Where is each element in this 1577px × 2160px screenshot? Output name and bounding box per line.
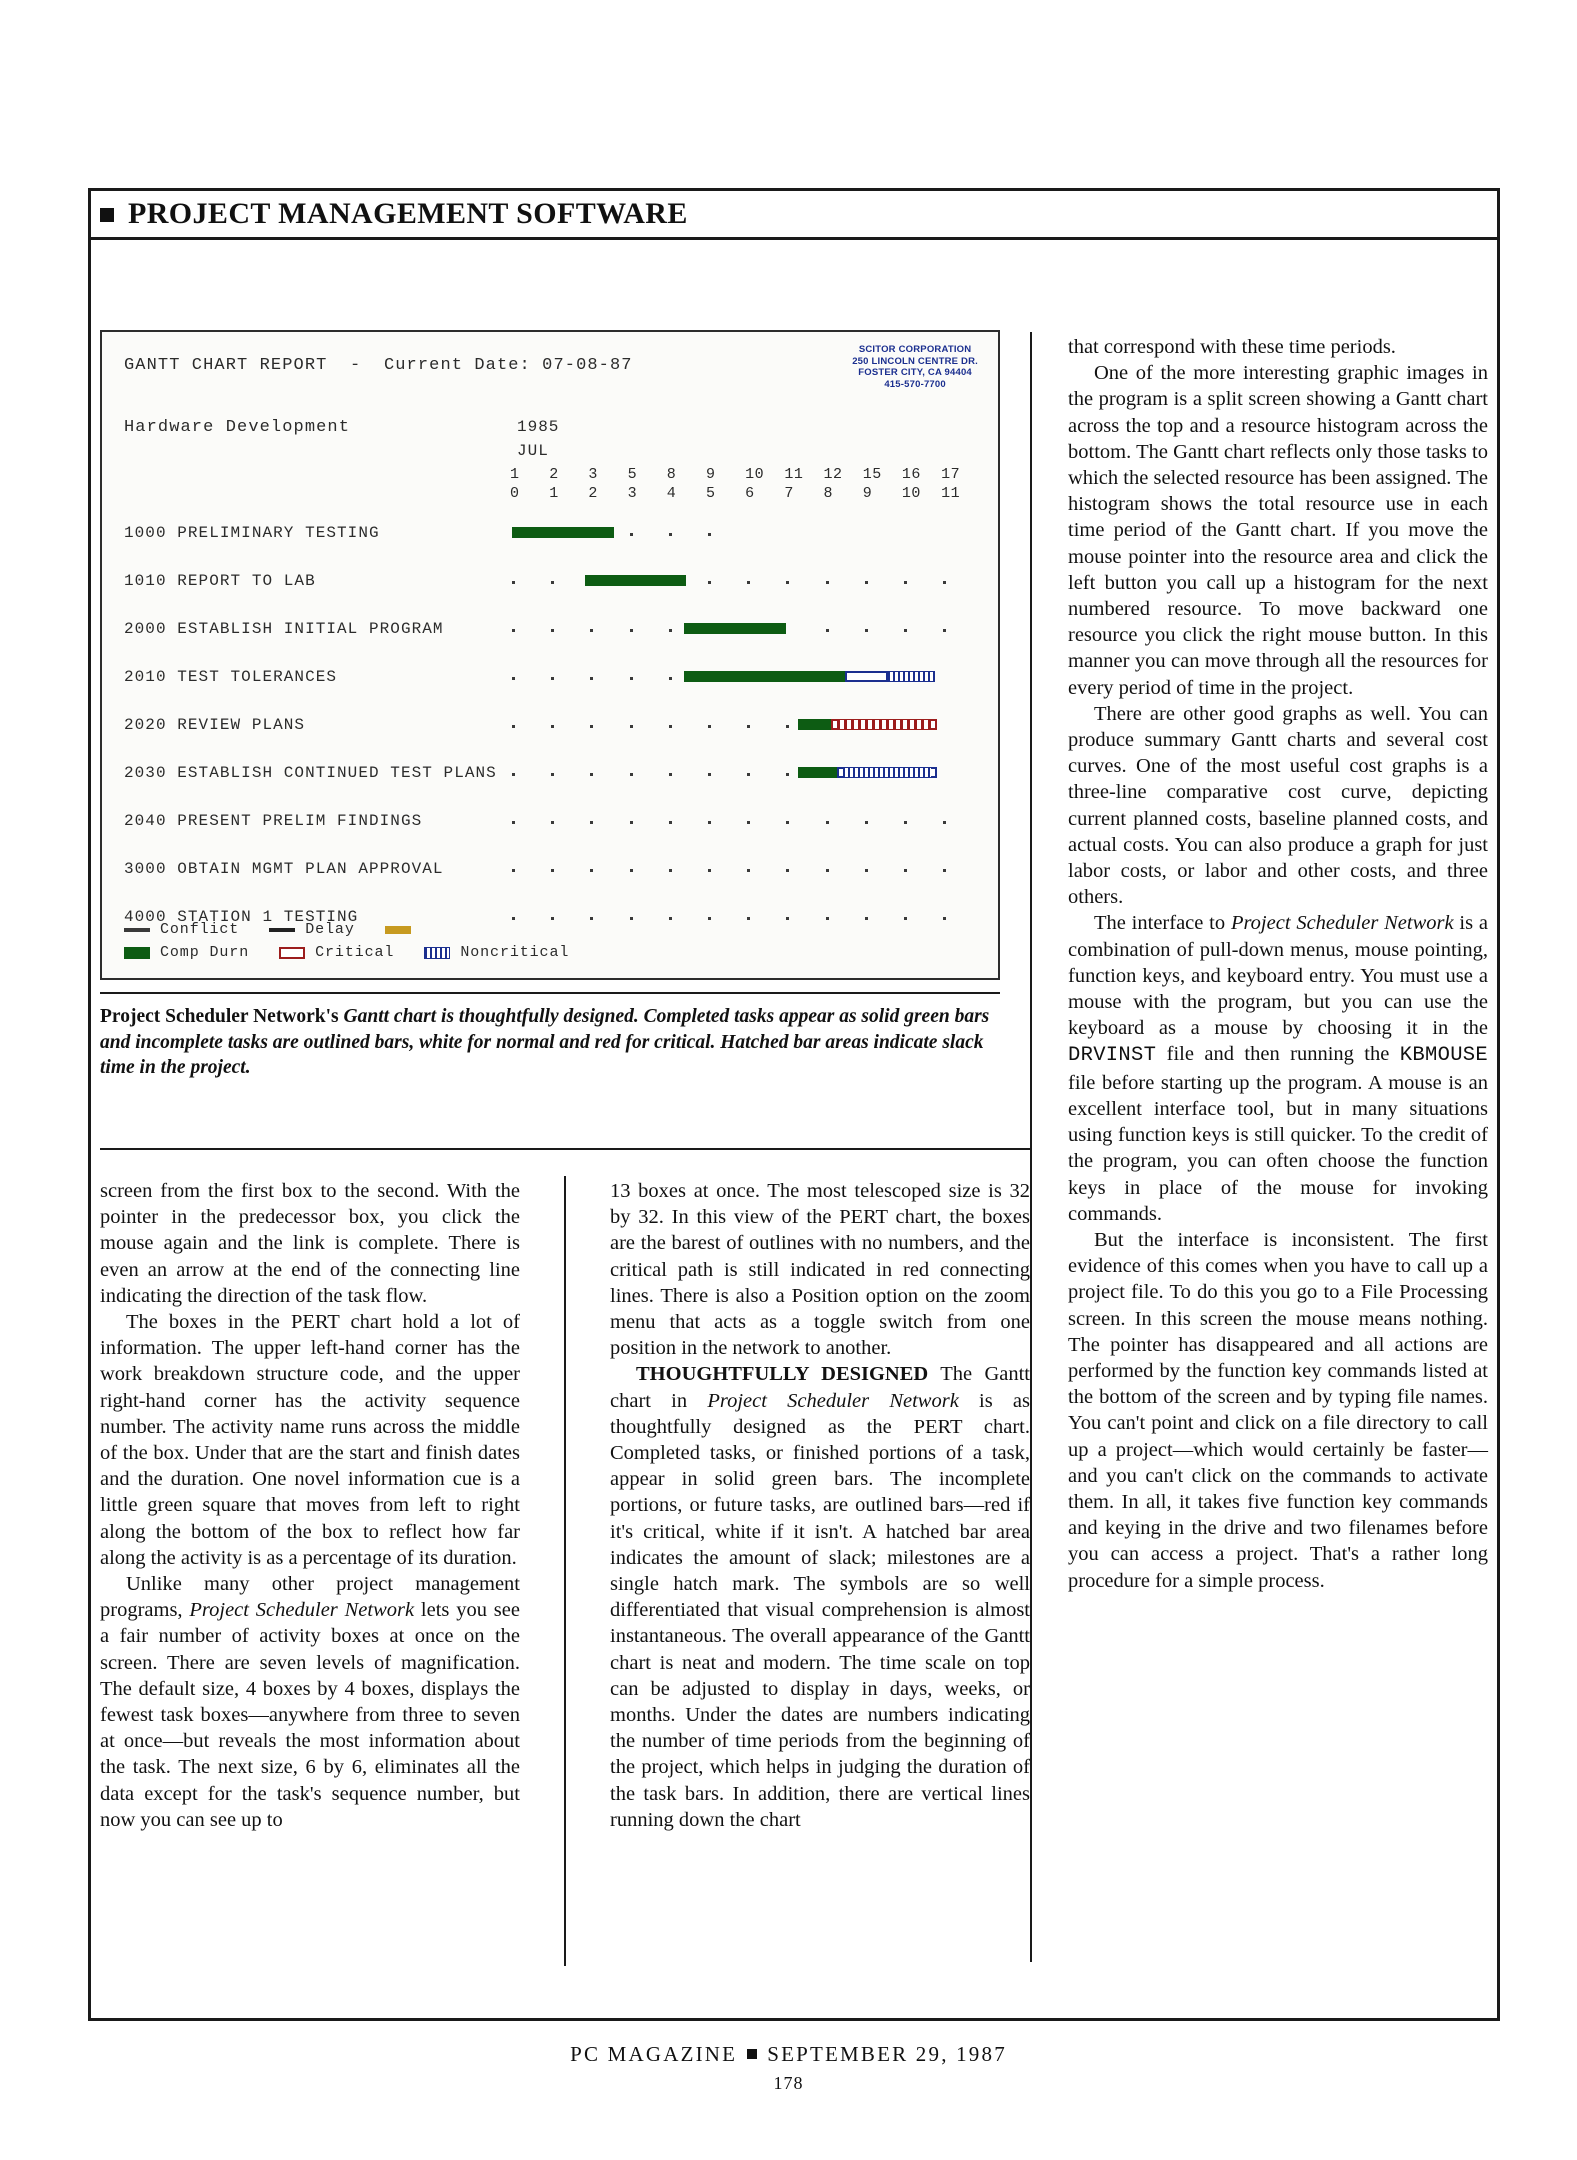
gantt-task-label: 2030 ESTABLISH CONTINUED TEST PLANS [124, 764, 497, 782]
paragraph-interface [1068, 910, 1488, 1226]
gantt-grid-dot [747, 917, 750, 920]
gantt-task-row [102, 512, 1000, 560]
gantt-grid-dot [904, 917, 907, 920]
gantt-grid-dot [669, 629, 672, 632]
italic-product-name: Project Scheduler Network [189, 1599, 415, 1622]
paragraph: There are other good graphs as well. You can produce summary Gantt charts and several cost curves. One of the most useful cost graphs is a three-line comparative cost curve, depicting current planned costs, baseline planned costs, and actual costs. You can also produce a graph for just labor costs, or labor and other costs, and three others. [1068, 702, 1488, 909]
gantt-grid-dot [669, 533, 672, 536]
gantt-grid-dot [708, 869, 711, 872]
legend-label-delay: Delay [305, 921, 355, 938]
gantt-task-label: 2020 REVIEW PLANS [124, 716, 306, 734]
gantt-grid-dot [943, 629, 946, 632]
gantt-grid-dot [826, 869, 829, 872]
lower-middle-column [610, 1178, 1030, 1833]
legend-label-comp-dur: Comp Durn [160, 944, 250, 961]
lower-section-divider [100, 1148, 1030, 1150]
gantt-date-tick: 5 [627, 466, 638, 483]
gantt-grid-dot [669, 821, 672, 824]
gantt-date-tick: 10 [745, 466, 765, 483]
gantt-task-track [510, 704, 984, 752]
gantt-grid-dot [786, 917, 789, 920]
legend-item-slack-milestone [385, 926, 421, 934]
gantt-task-label: 1000 PRELIMINARY TESTING [124, 524, 380, 542]
mono-filename-kbmouse: KBMOUSE [1399, 1044, 1488, 1068]
gantt-grid-dot [512, 725, 515, 728]
gantt-task-label: 1010 REPORT TO LAB [124, 572, 316, 590]
gantt-grid-dot [512, 869, 515, 872]
caption-part-2: Gantt chart is thoughtfully designed. Completed tasks appear as solid green bars and incomplete tasks are outlined bars, white for normal and red for critical. Hatched bar areas indicate slack time in the project. [100, 1006, 990, 1078]
gantt-grid-dot [551, 581, 554, 584]
gantt-task-track [510, 656, 984, 704]
gantt-period-tick: 10 [901, 485, 921, 502]
gantt-grid-dot [865, 821, 868, 824]
gantt-period-tick: 3 [627, 485, 638, 502]
mono-filename-drvinst: DRVINST [1068, 1044, 1157, 1068]
gantt-grid-dot [747, 773, 750, 776]
gantt-grid-dot [630, 773, 633, 776]
gantt-grid-dot [943, 869, 946, 872]
paragraph: But the interface is inconsistent. The first evidence of this comes when you have to call up a project file. To do this you go to a File Processing screen. In this screen the mouse means nothing. The pointer has disappeared and all actions are performed by the function key commands listed at the bottom of the screen and by typing file names. You can't point and click on a file directory to call up a project—which would certainly be faster—and you can't click on the commands to activate them. In all, it takes five function key commands and keying in the drive and two filenames before you can access a project. That's a rather long procedure for a simple process. [1068, 1228, 1488, 1592]
gantt-legend [124, 918, 724, 964]
gantt-task-label: 3000 OBTAIN MGMT PLAN APPROVAL [124, 860, 444, 878]
gantt-date-tick: 2 [549, 466, 559, 483]
gantt-grid-dot [708, 581, 711, 584]
gantt-grid-dot [865, 629, 868, 632]
gantt-grid-dot [551, 629, 554, 632]
noncritical-swatch-icon [424, 947, 450, 959]
gantt-grid-dot [943, 581, 946, 584]
gantt-period-row [510, 484, 980, 503]
gantt-grid-dot [512, 821, 515, 824]
paragraph: 13 boxes at once. The most telescoped size is 32 by 32. In this view of the PERT chart, the boxes are the barest of outlines with no numbers, and the critical path is still indicated in red connecting lines. There is also a Position option on the zoom menu that acts as a toggle switch from one position in the network to another. [610, 1180, 1030, 1360]
legend-item-critical [279, 944, 394, 961]
gantt-bar-done [512, 527, 614, 538]
gantt-grid-dot [904, 581, 907, 584]
gantt-grid-dot [512, 581, 515, 584]
gantt-grid-dot [590, 821, 593, 824]
gantt-grid-dot [826, 581, 829, 584]
legend-item-noncritical [424, 944, 569, 961]
gantt-task-row [102, 752, 1000, 800]
lower-columns [100, 1178, 1030, 1833]
completed-swatch-icon [124, 947, 150, 959]
logo-line-3: FOSTER CITY, CA 94404 [858, 367, 972, 378]
gantt-bar-done [684, 671, 845, 682]
gantt-task-track [510, 608, 984, 656]
gantt-grid-dot [551, 869, 554, 872]
gantt-date-tick: 17 [941, 466, 961, 483]
gantt-task-rows [102, 512, 1000, 944]
gantt-bar-open-white [845, 671, 888, 682]
critical-swatch-icon [279, 947, 305, 959]
gantt-bar-hatch-blue [843, 767, 931, 778]
legend-label-noncritical: Noncritical [460, 944, 570, 961]
gantt-period-tick: 7 [784, 485, 794, 502]
gantt-chart-screenshot [100, 330, 1000, 980]
italic-product-name: Project Scheduler Network [707, 1389, 959, 1412]
gantt-date-tick: 12 [823, 466, 843, 483]
gantt-month-label: JUL [517, 442, 549, 460]
gantt-task-row [102, 656, 1000, 704]
gantt-time-scale [510, 465, 980, 503]
gantt-date-tick: 9 [705, 466, 716, 483]
gantt-grid-dot [669, 773, 672, 776]
page-footer [0, 2042, 1577, 2094]
gantt-grid-dot [865, 869, 868, 872]
gantt-grid-dot [708, 533, 711, 536]
gantt-grid-dot [708, 821, 711, 824]
figure-block [100, 330, 1000, 1081]
gantt-grid-dot [904, 821, 907, 824]
gantt-project-name: Hardware Development [124, 418, 351, 437]
gantt-grid-dot [943, 917, 946, 920]
figure-divider [100, 992, 1000, 994]
gantt-task-track [510, 800, 984, 848]
gantt-bar-done [585, 575, 687, 586]
logo-line-4: 415-570-7700 [884, 378, 946, 390]
gantt-grid-dot [747, 821, 750, 824]
gantt-task-label: 4000 STATION 1 TESTING [124, 908, 359, 926]
logo-line-1: SCITOR CORPORATION [858, 344, 972, 355]
gantt-grid-dot [786, 821, 789, 824]
gantt-grid-dot [786, 581, 789, 584]
square-bullet-icon [747, 2049, 757, 2059]
page-number: 178 [773, 2073, 804, 2093]
lower-left-column [100, 1178, 520, 1833]
gantt-task-label: 2000 ESTABLISH INITIAL PROGRAM [124, 620, 444, 638]
gantt-period-tick: 6 [745, 485, 755, 502]
gantt-grid-dot [826, 917, 829, 920]
gantt-task-row [102, 704, 1000, 752]
gantt-period-tick: 4 [666, 485, 677, 502]
text-run: file and then running the [1156, 1043, 1400, 1066]
caption-part-1: Project Scheduler Network's [100, 1006, 344, 1027]
gantt-task-track [510, 560, 984, 608]
gantt-report-title: GANTT CHART REPORT - Current Date: 07-08-87 [124, 356, 633, 375]
gantt-grid-dot [786, 725, 789, 728]
gantt-grid-dot [630, 869, 633, 872]
gantt-grid-dot [630, 533, 633, 536]
gantt-grid-dot [669, 725, 672, 728]
text-run: lets you see a fair number of activity boxes at once on the screen. There are seven levels of magnification. The default size, 4 boxes by 4 boxes, displays the fewest task boxes—anywhere from three to seven at once—but reveals the most information about the task. The next size, 6 by 6, eliminates all the data except for the task's sequence number, but now you can see up to [100, 1599, 520, 1831]
gantt-grid-dot [590, 629, 593, 632]
gantt-grid-dot [826, 821, 829, 824]
gantt-grid-dot [669, 869, 672, 872]
gantt-grid-dot [865, 581, 868, 584]
gantt-grid-dot [708, 773, 711, 776]
legend-label-conflict: Conflict [160, 921, 240, 938]
gantt-grid-dot [630, 677, 633, 680]
figure-caption [100, 1004, 1000, 1081]
gantt-grid-dot [708, 725, 711, 728]
scitor-corporation-logo [852, 344, 978, 390]
text-run: file before starting up the program. A mouse is an excellent interface tool, but in many situations using function keys is still quicker. To the credit of the program, you can often choose the function keys in place of the mouse for invoking commands. [1068, 1071, 1488, 1225]
text-run: Unlike many other project management programs, [100, 1573, 520, 1622]
right-column-text [1068, 334, 1488, 1594]
footer-divider [88, 2018, 1500, 2021]
gantt-grid-dot [590, 677, 593, 680]
gantt-grid-dot [630, 725, 633, 728]
gantt-grid-dot [512, 677, 515, 680]
gantt-year-label: 1985 [517, 418, 560, 436]
gantt-bar-hatch-blue [888, 671, 935, 682]
gantt-date-tick: 15 [862, 466, 882, 483]
paragraph-unlike [100, 1571, 520, 1833]
delay-swatch-icon [269, 928, 295, 932]
gantt-grid-dot [786, 773, 789, 776]
gantt-grid-dot [786, 869, 789, 872]
gantt-grid-dot [747, 869, 750, 872]
gantt-grid-dot [551, 725, 554, 728]
legend-label-critical: Critical [315, 944, 395, 961]
column-divider [1030, 332, 1032, 1962]
gantt-grid-dot [904, 869, 907, 872]
footer-magazine-name: PC MAGAZINE [570, 2042, 738, 2066]
gantt-bar-hatch-red [837, 719, 931, 730]
gantt-grid-dot [551, 677, 554, 680]
gantt-grid-dot [590, 725, 593, 728]
gantt-bar-done [798, 767, 837, 778]
page-title: PROJECT MANAGEMENT SOFTWARE [128, 197, 688, 230]
gantt-period-tick: 9 [862, 485, 873, 502]
gantt-grid-dot [590, 869, 593, 872]
gantt-period-tick: 2 [588, 485, 598, 502]
legend-item-conflict [124, 921, 239, 938]
gantt-task-row [102, 848, 1000, 896]
gantt-task-row [102, 560, 1000, 608]
gantt-date-tick: 11 [784, 466, 804, 483]
gantt-date-tick: 3 [588, 466, 598, 483]
gantt-grid-dot [512, 773, 515, 776]
gantt-date-tick: 8 [666, 466, 677, 483]
gantt-task-label: 2010 TEST TOLERANCES [124, 668, 338, 686]
gantt-grid-dot [512, 629, 515, 632]
gantt-grid-dot [669, 677, 672, 680]
gantt-grid-dot [943, 821, 946, 824]
gantt-period-tick: 1 [549, 485, 559, 502]
gantt-grid-dot [630, 821, 633, 824]
gantt-date-tick: 1 [510, 466, 520, 483]
gantt-period-tick: 5 [705, 485, 716, 502]
text-run: is as thoughtfully designed as the PERT chart. Completed tasks, or finished portions of a task, appear in solid green bars. The incomplete portions, or future tasks, are outlined bars—red if it's critical, white if it isn't. A hatched bar area indicates the amount of slack; milestones are a single hatch mark. The symbols are so well differentiated that visual comprehension is almost instantaneous. The overall appearance of the Gantt chart is neat and modern. The time scale on top can be adjusted to display in days, weeks, or months. Under the dates are numbers indicating the number of time periods from the beginning of the project, which helps in judging the duration of the task bars. In addition, there are vertical lines running down the chart [610, 1389, 1030, 1831]
slack-milestone-swatch-icon [385, 926, 411, 934]
gantt-date-row [510, 465, 980, 484]
gantt-task-row [102, 800, 1000, 848]
legend-item-delay [269, 921, 355, 938]
gantt-grid-dot [747, 725, 750, 728]
italic-product-name: Project Scheduler Network [1230, 912, 1454, 935]
text-run: is a combination of pull-down menus, mouse pointing, function keys, and keyboard entry. You must use a mouse with the program, but you can use the keyboard as a mouse by choosing it in the [1068, 912, 1488, 1040]
gantt-grid-dot [904, 629, 907, 632]
gantt-grid-dot [826, 629, 829, 632]
gantt-period-tick: 11 [941, 485, 961, 502]
paragraph-thoughtfully-designed [610, 1361, 1030, 1833]
logo-line-2: 250 LINCOLN CENTRE DR. [852, 355, 978, 367]
gantt-task-label: 2040 PRESENT PRELIM FINDINGS [124, 812, 423, 830]
legend-item-comp-dur [124, 944, 249, 961]
gantt-grid-dot [551, 821, 554, 824]
gantt-task-track [510, 848, 984, 896]
paragraph: The boxes in the PERT chart hold a lot of information. The upper left-hand corner has the work breakdown structure code, and the upper right-hand corner has the activity sequence number. The activity name runs across the middle of the box. Under that are the start and finish dates and the duration. One novel information cue is a little green square that moves from left to right along the bottom of the box to reflect how far along the activity is as a percentage of its duration. [100, 1311, 520, 1569]
section-heading-inline: THOUGHTFULLY DESIGNED [636, 1363, 929, 1386]
paragraph: screen from the first box to the second. With the pointer in the predecessor box, you click the mouse again and the link is complete. There is even an arrow at the end of the connecting line indicating the direction of the task flow. [100, 1180, 520, 1307]
footer-issue-date: SEPTEMBER 29, 1987 [767, 2042, 1007, 2066]
gantt-bar-done [684, 623, 786, 634]
gantt-grid-dot [865, 917, 868, 920]
text-run: The Gantt chart in [610, 1363, 1030, 1412]
gantt-grid-dot [630, 629, 633, 632]
gantt-bar-done [798, 719, 831, 730]
gantt-grid-dot [551, 773, 554, 776]
gantt-task-track [510, 512, 984, 560]
text-run: The interface to [1094, 912, 1231, 935]
gantt-period-tick: 0 [510, 485, 520, 502]
paragraph: One of the more interesting graphic images in the program is a split screen showing a Gantt chart across the top and a resource histogram across the bottom. The Gantt chart reflects only those tasks to which the selected resource has been assigned. The histogram shows the total resource use in each time period of the Gantt chart. If you move the mouse pointer into the resource area and click the left button you call up a histogram for the next numbered resource. To move backward one resource you click the right mouse button. In this manner you can move through all the resources for every period of time in the project. [1068, 362, 1488, 699]
footer-line [0, 2042, 1577, 2067]
gantt-task-track [510, 752, 984, 800]
gantt-task-row [102, 608, 1000, 656]
paragraph: that correspond with these time periods. [1068, 336, 1396, 358]
gantt-grid-dot [747, 581, 750, 584]
gantt-date-tick: 16 [901, 466, 921, 483]
conflict-swatch-icon [124, 928, 150, 932]
inner-column-divider [520, 1178, 610, 1833]
gantt-grid-dot [590, 773, 593, 776]
gantt-period-tick: 8 [823, 485, 834, 502]
